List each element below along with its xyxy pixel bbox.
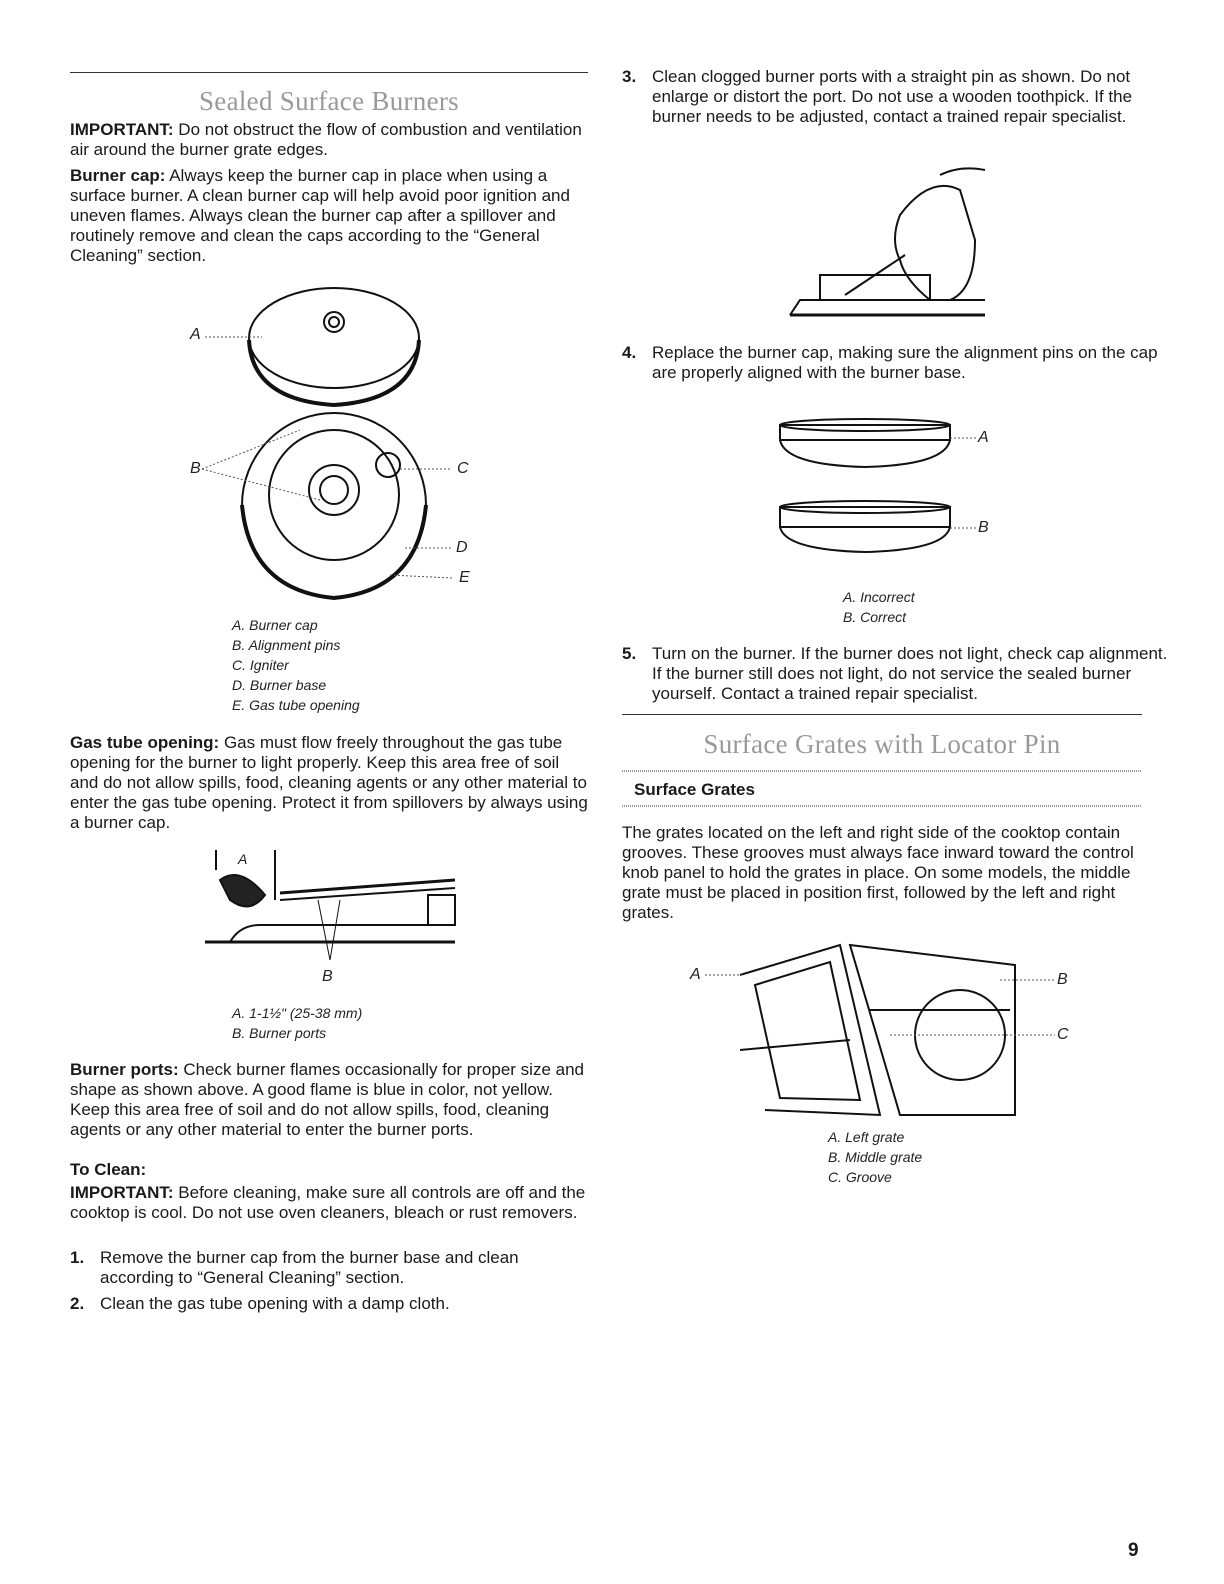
- caption: C. Groove: [828, 1169, 892, 1185]
- caption: B. Middle grate: [828, 1149, 923, 1165]
- section-rule: [622, 714, 1142, 715]
- fig1-label-a: A: [190, 326, 201, 343]
- caption: B. Correct: [843, 609, 907, 625]
- clean-important-paragraph: [70, 1183, 590, 1223]
- fig4-label-b: B: [1057, 971, 1068, 988]
- step-number: 1.: [70, 1248, 85, 1267]
- step-number: 5.: [622, 644, 637, 663]
- fig2-captions: [232, 1003, 362, 1043]
- step-1: [70, 1248, 590, 1288]
- section-heading-surface-grates: Surface Grates with Locator Pin: [703, 729, 1061, 759]
- fig1-label-d: D: [456, 539, 468, 556]
- caption: B. Burner ports: [232, 1025, 327, 1041]
- caption: E. Gas tube opening: [232, 697, 360, 713]
- fig1-label-b: B: [190, 460, 201, 477]
- step-number: 2.: [70, 1294, 85, 1313]
- important-label: IMPORTANT:: [70, 1183, 174, 1202]
- step-text: Clean clogged burner ports with a straight pin as shown. Do not enlarge or distort the port. Do not use a wooden toothpick. If the burner needs to be adjusted, contact a trained repair specialist.: [652, 67, 1133, 126]
- step-number: 4.: [622, 343, 637, 362]
- burner-ports-label: Burner ports:: [70, 1060, 179, 1079]
- section-rule: [70, 72, 588, 73]
- fig1-captions: [232, 615, 360, 715]
- step-text: Replace the burner cap, making sure the alignment pins on the cap are properly aligned with the burner base.: [652, 343, 1158, 382]
- gas-tube-paragraph: [70, 733, 590, 833]
- step-text: Clean the gas tube opening with a damp cloth.: [100, 1294, 450, 1313]
- important-text: Before cleaning, make sure all controls are off and the cooktop is cool. Do not use oven cleaners, bleach or rust removers.: [70, 1183, 586, 1222]
- caption: B. Alignment pins: [232, 637, 341, 653]
- step-text: Remove the burner cap from the burner base and clean according to “General Cleaning” section.: [100, 1248, 519, 1287]
- dotted-rule: [622, 805, 1142, 807]
- step-4: [622, 343, 1162, 383]
- important-paragraph: [70, 120, 590, 160]
- fig3-label-a: A: [978, 429, 989, 446]
- fig2-label-a: A: [238, 851, 248, 867]
- step-2: [70, 1294, 590, 1314]
- fig4-captions: [828, 1127, 922, 1187]
- important-text: Do not obstruct the flow of combustion and ventilation air around the burner grate edges.: [70, 120, 582, 159]
- fig3-captions: [843, 587, 915, 627]
- grates-paragraph: The grates located on the left and right side of the cooktop contain grooves. These grooves must always face inward toward the control knob panel to hold the grates in place. On some models, the middle grate must be placed in position first, followed by the left and right grates.: [622, 823, 1134, 922]
- fig1-label-e: E: [459, 569, 470, 586]
- caption: A. Burner cap: [232, 617, 318, 633]
- step-number: 3.: [622, 67, 637, 86]
- burner-ports-text: Check burner flames occasionally for proper size and shape as shown above. A good flame is blue in color, not yellow. Keep this area free of soil and do not allow spills, food, cleaning agents or any other material to enter the burner ports.: [70, 1060, 584, 1139]
- burner-cap-paragraph: [70, 166, 590, 266]
- fig1-label-c: C: [457, 460, 469, 477]
- fig4-label-c: C: [1057, 1026, 1069, 1043]
- caption: A. Incorrect: [843, 589, 915, 605]
- important-label: IMPORTANT:: [70, 120, 174, 139]
- section-heading-sealed-burners: Sealed Surface Burners: [198, 86, 459, 116]
- fig4-label-a: A: [690, 966, 701, 983]
- caption: C. Igniter: [232, 657, 289, 673]
- step-text: Turn on the burner. If the burner does not light, check cap alignment. If the burner still does not light, do not service the sealed burner yourself. Contact a trained repair specialist.: [652, 644, 1168, 703]
- to-clean-heading: To Clean:: [70, 1160, 147, 1179]
- caption: A. Left grate: [828, 1129, 905, 1145]
- grates-diagram: [0, 0, 1, 1]
- burner-cap-label: Burner cap:: [70, 166, 166, 185]
- page-number: 9: [1128, 1540, 1139, 1561]
- step-3: [622, 67, 1162, 127]
- gas-tube-text: Gas must flow freely throughout the gas tube opening for the burner to light properly. Keep this area free of soil and do not allow spills, food, cleaning agents or any other material to enter the gas tube opening. Protect it from spillovers by always using a burner cap.: [70, 733, 588, 832]
- burner-cap-text: Always keep the burner cap in place when using a surface burner. A clean burner cap will help avoid poor ignition and uneven flames. Always clean the burner cap after a spillover and routinely remove and clean the caps according to the “General Cleaning” section.: [70, 166, 570, 265]
- caption: A. 1-1½" (25-38 mm): [232, 1005, 363, 1021]
- fig3-label-b: B: [978, 519, 989, 536]
- dotted-rule: [622, 770, 1142, 772]
- step-5: [622, 644, 1172, 704]
- burner-ports-paragraph: [70, 1060, 590, 1140]
- gas-tube-label: Gas tube opening:: [70, 733, 220, 752]
- caption: D. Burner base: [232, 677, 327, 693]
- fig2-label-b: B: [322, 968, 333, 985]
- subheading-surface-grates: Surface Grates: [634, 780, 755, 799]
